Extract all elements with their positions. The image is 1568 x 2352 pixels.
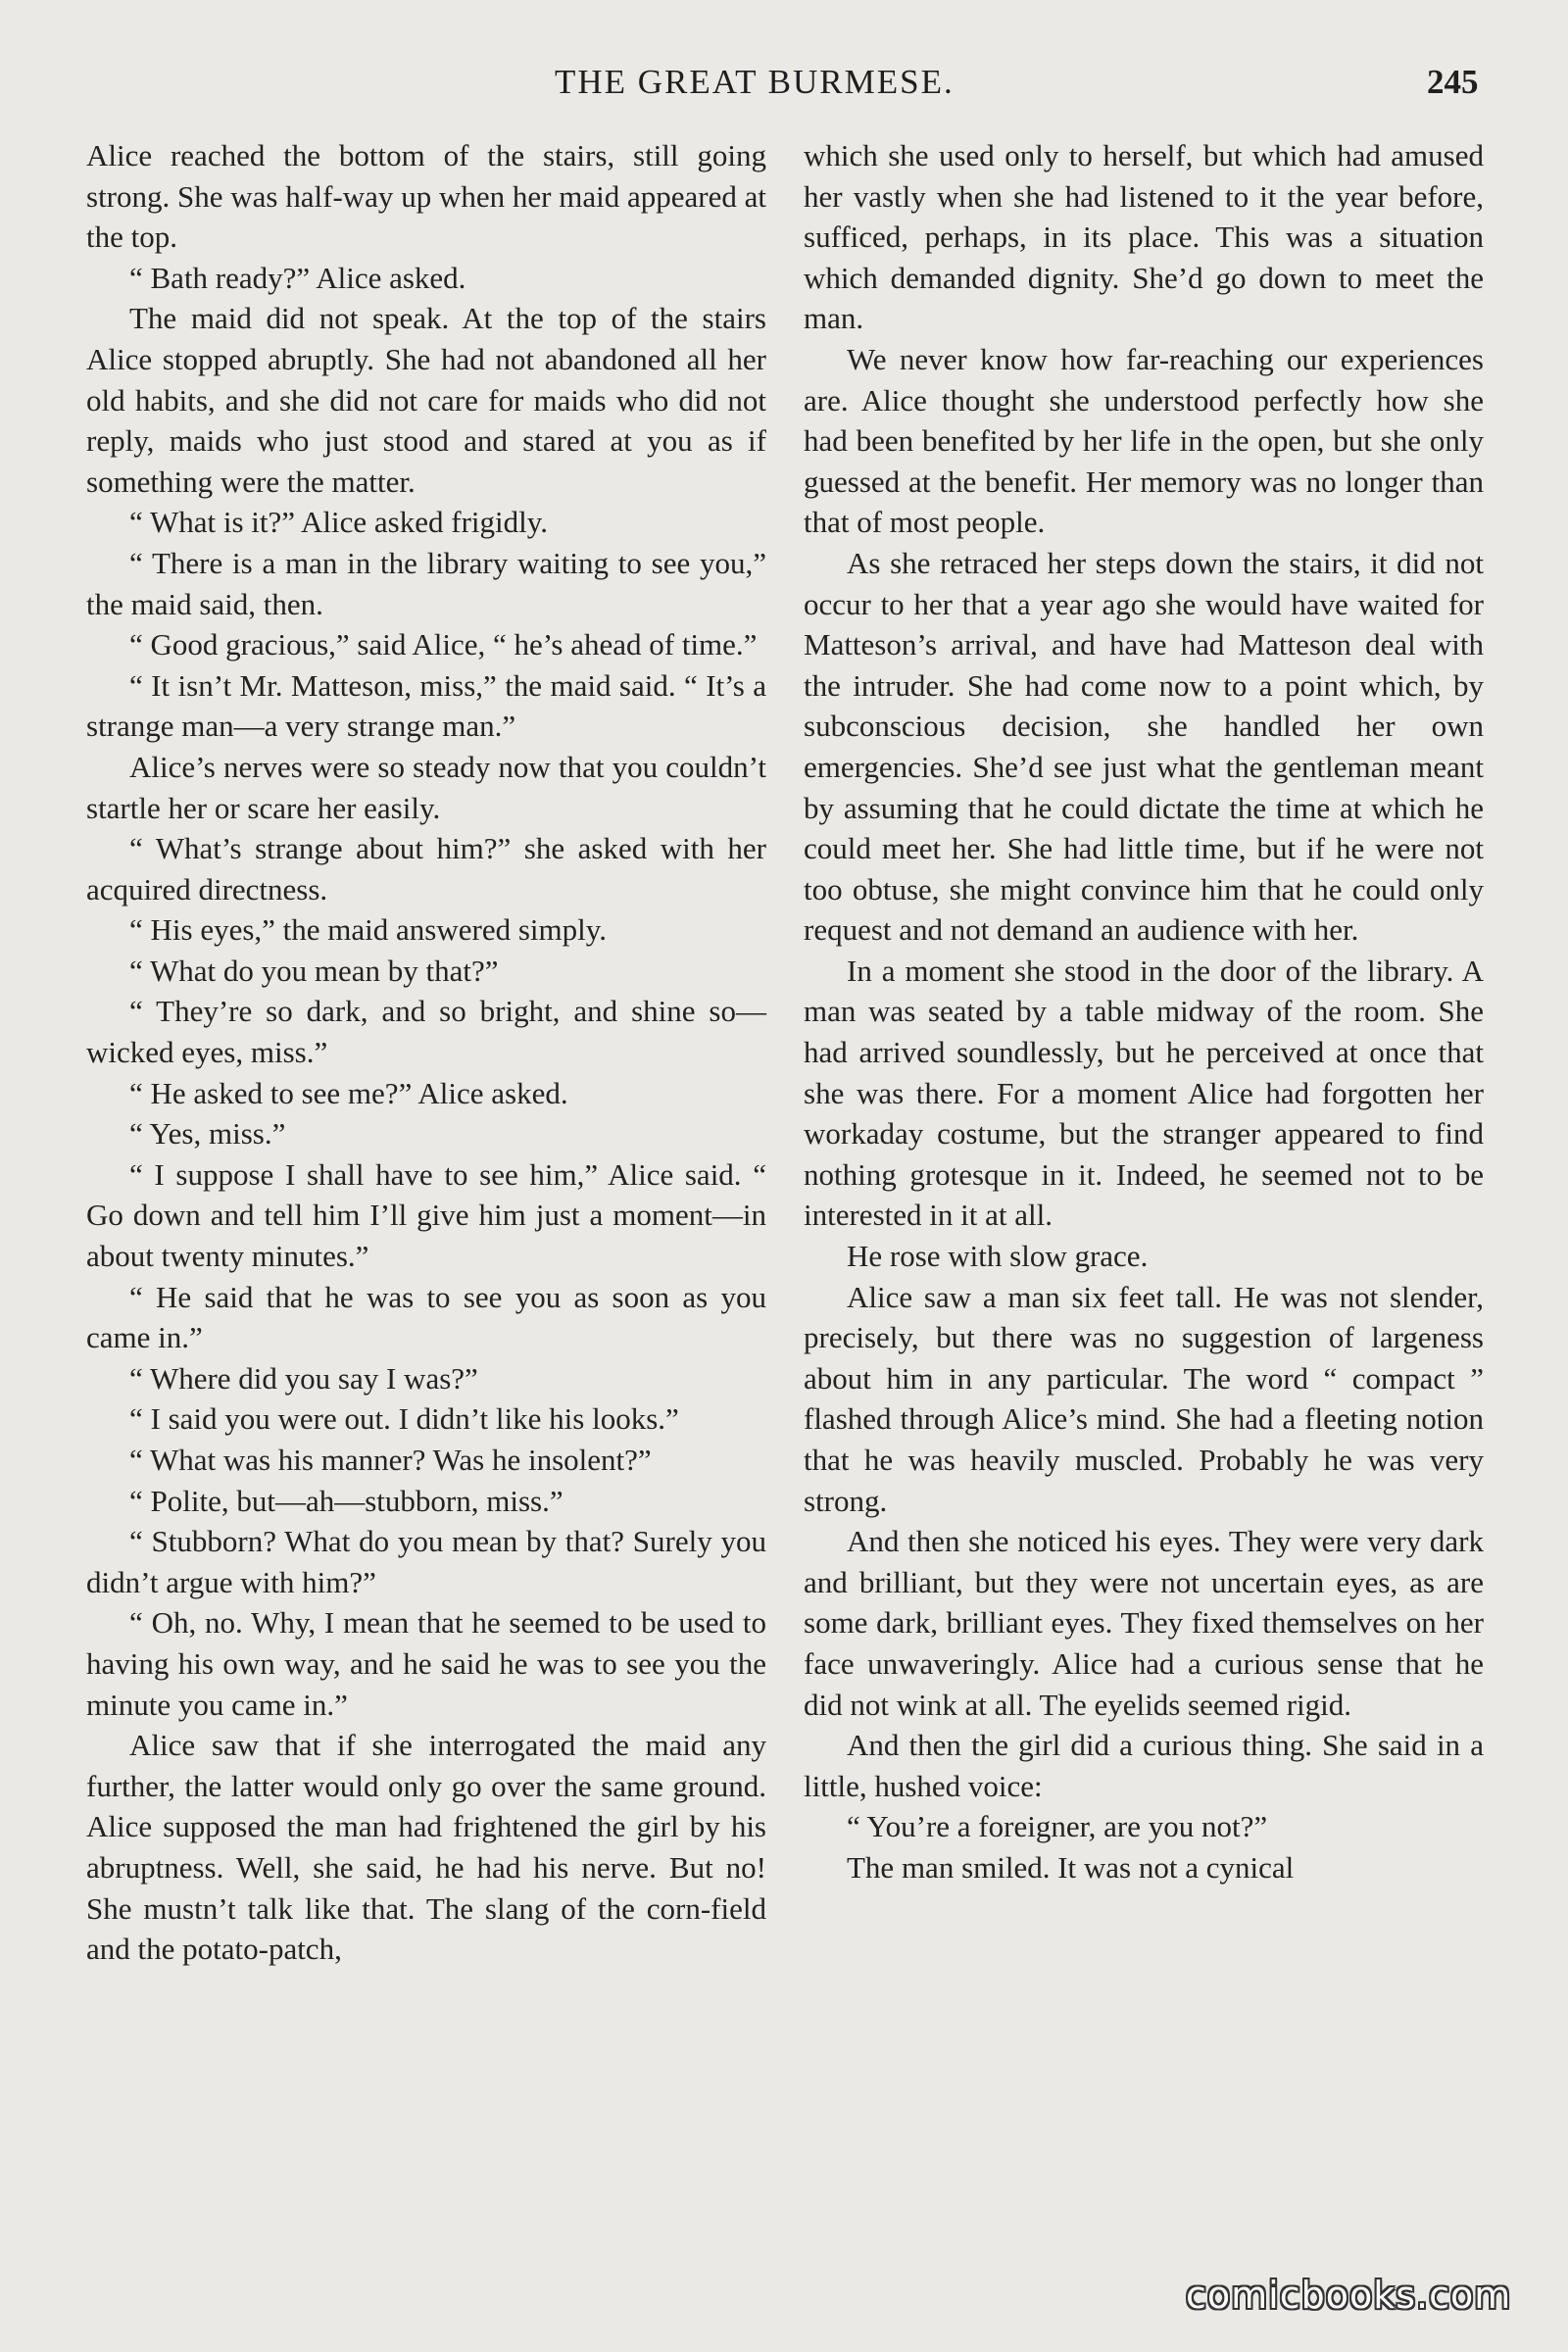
paragraph: And then she noticed his eyes. They were very dark and brilliant, but they were not uncertain eyes, as are some dark, brilliant eyes. They fixed themselves on her face unwaveringly. Alice had a curious sense that he did not wink at all. The eyelids seemed rigid. [804,1524,1484,1722]
paragraph: “ What was his manner? Was he insolent?” [129,1443,652,1477]
paragraph: “ What’s strange about him?” she asked with her acquired directness. [86,831,766,906]
paragraph: In a moment she stood in the door of the library. A man was seated by a table midway of the room. She had arrived soundlessly, but he perceived at once that she was there. For a moment Alice had forgotten her workaday costume, but the stranger appeared to find nothing grotesque in it. Indeed, he seemed not to be interested in it at all. [804,953,1484,1233]
paragraph: “ Bath ready?” Alice asked. [129,260,466,295]
paragraph: Alice saw that if she interrogated the maid any further, the latter would only go over the same ground. Alice supposed the man had frightened the girl by his abruptness. Well, she said, he had his nerve. But no! She mustn’t talk like that. The slang of the corn-field and the potato-patch, [86,1728,766,1967]
paragraph: “ Where did you say I was?” [129,1360,478,1396]
left-column [86,135,766,1970]
paragraph: “ What is it?” Alice asked frigidly. [129,505,548,540]
paragraph: “ Oh, no. Why, I mean that he seemed to be used to having his own way, and he said he was to see you the minute you came in.” [86,1605,766,1722]
page-number: 245 [1427,63,1479,101]
paragraph: “ I suppose I shall have to see him,” Alice said. “ Go down and tell him I’ll give him just a moment—in about twenty minutes.” [86,1156,766,1274]
paragraph: which she used only to herself, but which had amused her vastly when she had listened to it the year before, sufficed, perhaps, in its place. This was a situation which demanded dignity. She’d go down to meet the man. [804,138,1484,336]
running-title: THE GREAT BURMESE. [555,63,955,101]
paragraph: “ It isn’t Mr. Matteson, miss,” the maid said. “ It’s a strange man—a very strange man.” [86,667,766,744]
paragraph: “ He said that he was to see you as soon as you came in.” [86,1279,766,1355]
paragraph: “ I said you were out. I didn’t like his looks.” [129,1401,679,1437]
paragraph: “ You’re a foreigner, are you not?” [847,1809,1268,1844]
paragraph: And then the girl did a curious thing. She said in a little, hushed voice: [804,1728,1484,1803]
paragraph: “ Good gracious,” said Alice, “ he’s ahead of time.” [129,627,758,662]
paragraph: “ They’re so dark, and so bright, and shine so—wicked eyes, miss.” [86,994,766,1070]
paragraph: “ Polite, but—ah—stubborn, miss.” [129,1483,564,1518]
paragraph: “ What do you mean by that?” [129,953,499,988]
paragraph: “ His eyes,” the maid answered simply. [129,912,607,948]
paragraph: “ He asked to see me?” Alice asked. [129,1075,568,1110]
paragraph: “ Yes, miss.” [129,1116,286,1152]
paragraph: “ There is a man in the library waiting to see you,” the maid said, then. [86,545,766,621]
right-column [804,135,1484,1888]
paragraph: The man smiled. It was not a cynical [847,1849,1295,1885]
paragraph: We never know how far-reaching our experiences are. Alice thought she understood perfectly how she had been benefited by her life in the open, but she only guessed at the benefit. Her memory was no longer than that of most people. [804,341,1484,540]
paragraph: Alice saw a man six feet tall. He was not slender, precisely, but there was no suggestion of largeness about him in any particular. The word “ compact ” flashed through Alice’s mind. She had a fleeting notion that he was heavily muscled. Probably he was very strong. [804,1279,1484,1518]
paragraph: As she retraced her steps down the stairs, it did not occur to her that a year ago she would have waited for Matteson’s arrival, and have had Matteson deal with the intruder. She had come now to a point which, by subconscious decision, she handled her own emergencies. She’d see just what the gentleman meant by assuming that he could dictate the time at which he could meet her. She had little time, but if he were not too obtuse, she might convince him that he could only request and not demand an audience with her. [804,545,1484,948]
paragraph: Alice reached the bottom of the stairs, still going strong. She was half-way up when her maid appeared at the top. [86,138,766,255]
paragraph: “ Stubborn? What do you mean by that? Surely you didn’t argue with him?” [86,1524,766,1599]
site-watermark: comicbooks.com [1186,2274,1512,2317]
paragraph: The maid did not speak. At the top of the stairs Alice stopped abruptly. She had not abandoned all her old habits, and she did not care for maids who did not reply, maids who just stood and stared at you as if something were the matter. [86,301,766,499]
paragraph: He rose with slow grace. [847,1239,1149,1274]
page-header [0,63,1568,112]
paragraph: Alice’s nerves were so steady now that you couldn’t startle her or scare her easily. [86,749,766,825]
